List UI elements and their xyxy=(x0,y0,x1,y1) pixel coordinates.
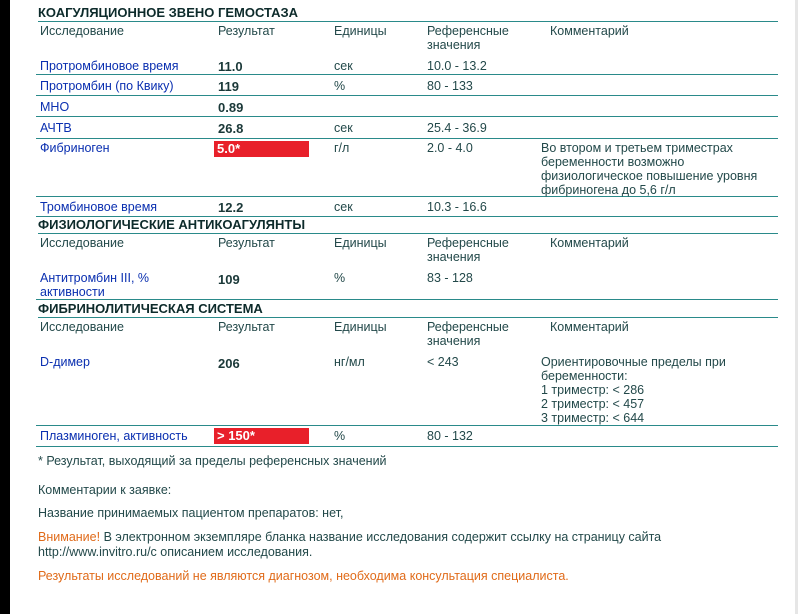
table-row xyxy=(36,426,778,447)
result-value: 12.2 xyxy=(218,200,244,215)
header-comment: Комментарий xyxy=(550,320,629,334)
header-test: Исследование xyxy=(40,24,124,38)
units-value: % xyxy=(334,79,346,93)
header-units: Единицы xyxy=(334,24,387,38)
reference-value: 25.4 - 36.9 xyxy=(427,121,487,135)
test-name[interactable]: Тромбиновое время xyxy=(40,200,158,214)
reference-value: 2.0 - 4.0 xyxy=(427,141,473,155)
notice-text: В электронном экземпляре бланка название исследования содержит ссылку на страницу сайта xyxy=(100,530,662,544)
test-name[interactable]: D-димер xyxy=(40,355,90,369)
test-name[interactable]: МНО xyxy=(40,100,70,114)
section-title-anticoagulants: ФИЗИОЛОГИЧЕСКИЕ АНТИКОАГУЛЯНТЫ xyxy=(38,217,778,234)
result-value: 11.0 xyxy=(218,59,243,74)
header-test: Исследование xyxy=(40,320,124,334)
result-value-flagged: > 150* xyxy=(214,428,309,444)
drugs-line: Название принимаемых пациентом препаратов: нет, xyxy=(38,506,344,520)
result-value: 109 xyxy=(218,272,240,287)
table-row xyxy=(36,139,778,197)
header-units: Единицы xyxy=(334,320,387,334)
section-title-fibrinolytic: ФИБРИНОЛИТИЧЕСКАЯ СИСТЕМА xyxy=(38,301,778,318)
units-value: сек xyxy=(334,121,353,135)
reference-value: 83 - 128 xyxy=(427,271,473,285)
reference-value: 80 - 133 xyxy=(427,79,473,93)
table-row xyxy=(36,75,778,96)
table-row xyxy=(36,267,778,300)
table-row xyxy=(36,352,778,426)
order-comments-label: Комментарии к заявке: xyxy=(38,483,172,497)
test-name[interactable]: Протромбиновое время xyxy=(40,59,179,73)
result-value: 0.89 xyxy=(218,100,244,115)
notice-prefix: Внимание! xyxy=(38,530,101,544)
table-row xyxy=(36,117,778,139)
reference-value: 10.3 - 16.6 xyxy=(427,200,487,214)
test-name[interactable]: Плазминоген, активность xyxy=(40,429,188,443)
notice-link-line[interactable]: http://www.invitro.ru/c описанием исследования. xyxy=(38,545,313,559)
header-comment: Комментарий xyxy=(550,236,629,250)
section-title-coagulation: КОАГУЛЯЦИОННОЕ ЗВЕНО ГЕМОСТАЗА xyxy=(38,5,778,22)
reference-value: 80 - 132 xyxy=(427,429,473,443)
header-test: Исследование xyxy=(40,236,124,250)
reference-value: 10.0 - 13.2 xyxy=(427,59,487,73)
units-value: % xyxy=(334,429,346,443)
header-result: Результат xyxy=(218,24,275,38)
units-value: сек xyxy=(334,200,353,214)
header-reference: Референсные значения xyxy=(427,320,509,348)
left-edge-bar xyxy=(0,0,10,614)
units-value: сек xyxy=(334,59,353,73)
disclaimer: Результаты исследований не являются диагнозом, необходима консультация специалиста. xyxy=(38,569,569,583)
table-row xyxy=(36,55,778,75)
units-value: % xyxy=(334,271,346,285)
units-value: нг/мл xyxy=(334,355,365,369)
header-reference: Референсные значения xyxy=(427,24,509,52)
header-result: Результат xyxy=(218,236,275,250)
header-reference: Референсные значения xyxy=(427,236,509,264)
table-row xyxy=(36,96,778,117)
comment-text: Ориентировочные пределы при беременности: 1 триместр: < 286 2 триместр: < 457 3 триместр: < 644 xyxy=(541,355,726,425)
header-result: Результат xyxy=(218,320,275,334)
comment-text: Во втором и третьем триместрах беременности возможно физиологическое повышение уровня фибриногена до 5,6 г/л xyxy=(541,141,758,197)
result-value: 119 xyxy=(218,79,239,94)
test-name[interactable]: АЧТВ xyxy=(40,121,72,135)
test-name[interactable]: Протромбин (по Квику) xyxy=(40,79,174,93)
test-name[interactable]: Фибриноген xyxy=(40,141,110,155)
header-units: Единицы xyxy=(334,236,387,250)
notice xyxy=(38,530,661,560)
test-name[interactable]: Антитромбин III, % активности xyxy=(40,271,150,299)
units-value: г/л xyxy=(334,141,350,155)
footnote: * Результат, выходящий за пределы референсных значений xyxy=(38,454,387,468)
reference-value: < 243 xyxy=(427,355,459,369)
table-row xyxy=(36,197,778,217)
result-value: 206 xyxy=(218,356,240,371)
header-comment: Комментарий xyxy=(550,24,629,38)
result-value-flagged: 5.0* xyxy=(214,141,309,157)
result-value: 26.8 xyxy=(218,121,244,136)
